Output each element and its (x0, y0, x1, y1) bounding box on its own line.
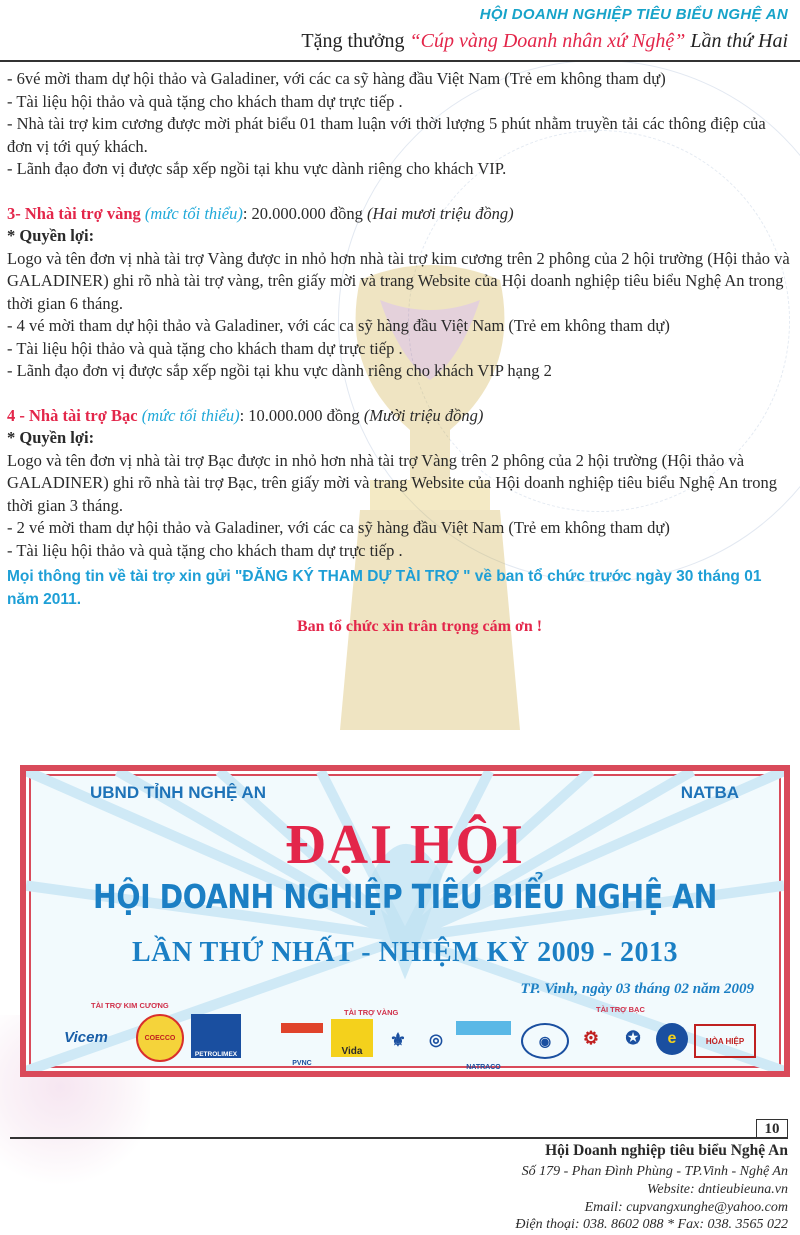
natraco-logo: NATRACO (456, 1021, 511, 1071)
pvnc-logo: PVNC (281, 1023, 323, 1067)
silver-logo-1: ◉ (521, 1023, 569, 1059)
gold-amount: : 20.000.000 đồng (242, 203, 368, 223)
banner-date: TP. Vinh, ngày 03 tháng 02 năm 2009 (520, 981, 754, 997)
silver-logo-2: ⚙ (582, 1027, 600, 1048)
silver-min-label: (mức tối thiểu) (141, 405, 240, 425)
header-award (301, 30, 788, 53)
vida-logo: Vida (331, 1019, 373, 1057)
document-body (7, 68, 792, 639)
award-edition: Lần thứ Hai (685, 30, 788, 52)
gold-benefits-label: * Quyền lợi: (7, 226, 95, 245)
coecco-logo: COECCO (136, 1014, 184, 1062)
group-label-silver: TÀI TRỢ BẠC (596, 1005, 645, 1014)
info-notice: Mọi thông tin về tài trợ xin gửi "ĐĂNG KÝ THAM DỰ TÀI TRỢ " về ban tổ chức trước ngày 30 tháng 01 năm 2011. (7, 568, 762, 608)
silver-sponsor-heading (7, 405, 792, 428)
footer-email: Email: cupvangxunghe@yahoo.com (584, 1200, 788, 1215)
footer-phone: Điện thoại: 038. 8602 088 * Fax: 038. 3565 022 (515, 1217, 788, 1232)
gold-sponsor-heading (7, 203, 792, 226)
footer-org: Hội Doanh nghiệp tiêu biểu Nghệ An (545, 1142, 788, 1159)
gold-description: Logo và tên đơn vị nhà tài trợ Vàng được in nhỏ hơn nhà tài trợ kim cương trên 2 phông của 2 hội trường (Hội thảo và GALADINER) ghi rõ nhà tài trợ vàng, trên giấy mời và trang Website của Hội doanh nghiệp tiêu biểu Nghệ An trong thời gian 6 tháng. (7, 248, 790, 313)
thanks-line: Ban tổ chức xin trân trọng cám ơn ! (296, 618, 543, 635)
gold-min-label: (mức tối thiểu) (144, 203, 243, 223)
footer-address: Số 179 - Phan Đình Phùng - TP.Vinh - Nghệ An (521, 1164, 788, 1179)
silver-item: - Tài liệu hội thảo và quà tặng cho khách tham dự trực tiếp . (7, 540, 403, 560)
footer-rule (10, 1137, 788, 1139)
silver-benefits-label: * Quyền lợi: (7, 428, 95, 447)
silver-amount: : 10.000.000 đồng (239, 405, 364, 425)
silver-amount-words: (Mười triệu đồng) (363, 405, 484, 425)
header-org: HỘI DOANH NGHIỆP TIÊU BIỂU NGHỆ AN (479, 6, 788, 23)
congress-banner (20, 765, 790, 1077)
banner-subtitle: HỘI DOANH NGHIỆP TIÊU BIỂU NGHỆ AN (93, 877, 717, 916)
crest-logo: ⚜ (389, 1029, 407, 1050)
diamond-item: - Lãnh đạo đơn vị được sắp xếp ngồi tại khu vực dành riêng cho khách VIP. (7, 159, 507, 178)
footer-website: Website: dntieubieuna.vn (646, 1182, 788, 1197)
silver-logo-4: e (656, 1023, 688, 1055)
silver-description: Logo và tên đơn vị nhà tài trợ Bạc được in nhỏ hơn nhà tài trợ Vàng trên 2 phông của 2 hội trường (Hội thảo và GALADINER) ghi rõ nhà tài trợ Bạc, trên giấy mời và trang Website của Hội doanh nghiệp tiêu biểu Nghệ An trong thời gian 3 tháng. (7, 450, 778, 515)
group-label-diamond: TÀI TRỢ KIM CƯƠNG (91, 1001, 169, 1010)
silver-logo-3: ✪ (625, 1027, 641, 1048)
hoa-hiep-logo: HÒA HIỆP (694, 1024, 756, 1058)
page-number: 10 (756, 1119, 788, 1138)
gold-item: - 4 vé mời tham dự hội thảo và Galadiner, với các ca sỹ hàng đầu Việt Nam (Trẻ em không tham dự) (7, 316, 670, 335)
diamond-item: - 6vé mời tham dự hội thảo và Galadiner, với các ca sỹ hàng đầu Việt Nam (Trẻ em không tham dự) (7, 69, 666, 88)
gold-amount-words: (Hai mươi triệu đồng) (367, 203, 514, 223)
award-prefix: Tặng thưởng (301, 30, 410, 52)
vicem-logo: Vicem (64, 1028, 108, 1046)
globe-logo: ◎ (429, 1032, 443, 1049)
gold-title: 3- Nhà tài trợ vàng (7, 203, 141, 223)
diamond-item: - Nhà tài trợ kim cương được mời phát biểu 01 tham luận với thời lượng 5 phút nhằm truyền tải các thông điệp của đơn vị tới quý khách. (7, 114, 766, 156)
silver-title: 4 - Nhà tài trợ Bạc (7, 405, 138, 425)
banner-right-label: NATBA (680, 783, 739, 802)
banner-title: ĐẠI HỘI (285, 814, 525, 876)
silver-item: - 2 vé mời tham dự hội thảo và Galadiner, với các ca sỹ hàng đầu Việt Nam (Trẻ em không tham dự) (7, 518, 670, 537)
gold-item: - Lãnh đạo đơn vị được sắp xếp ngồi tại khu vực dành riêng cho khách VIP hạng 2 (7, 361, 552, 380)
gold-item: - Tài liệu hội thảo và quà tặng cho khách tham dự trực tiếp . (7, 338, 403, 358)
header-rule (0, 60, 800, 62)
petrolimex-logo: PETROLIMEX (191, 1014, 241, 1058)
diamond-item: - Tài liệu hội thảo và quà tặng cho khách tham dự trực tiếp . (7, 91, 403, 111)
award-name: “Cúp vàng Doanh nhân xứ Nghệ” (409, 30, 686, 52)
group-label-gold: TÀI TRỢ VÀNG (344, 1008, 399, 1017)
banner-term: LẦN THỨ NHẤT - NHIỆM KỲ 2009 - 2013 (132, 937, 678, 968)
banner-left-label: UBND TỈNH NGHỆ AN (90, 783, 266, 802)
